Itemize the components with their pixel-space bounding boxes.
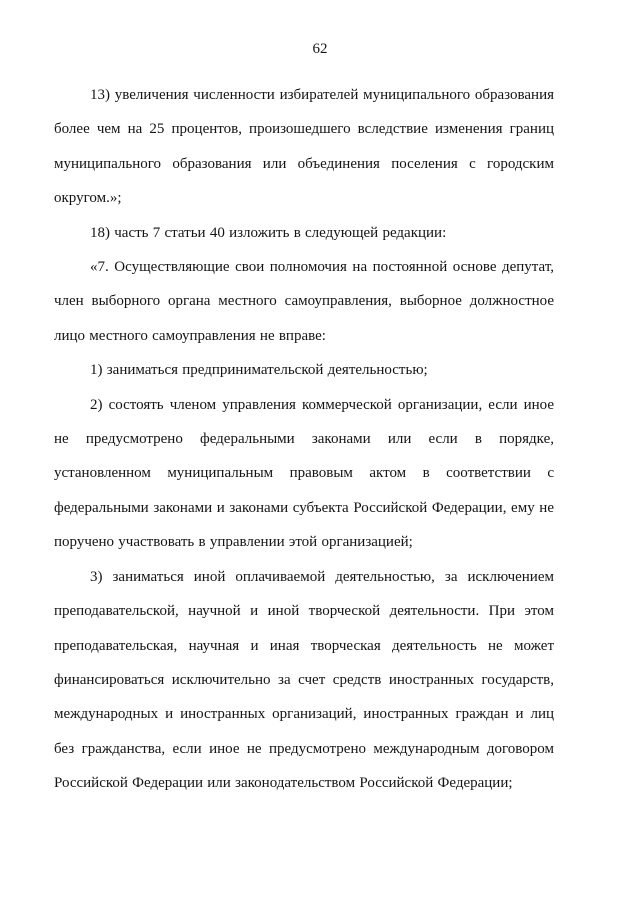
document-body <box>54 78 554 801</box>
paragraph-item-18: 18) часть 7 статьи 40 изложить в следующей редакции: <box>90 224 447 241</box>
paragraph-clause-2: 2) состоять членом управления коммерческой организации, если иное не предусмотрено федеральными законами или если в порядке, установленном муниципальным правовым актом в соответствии с федеральными законами и законами субъекта Российской Федерации, ему не поручено участвовать в управлении этой организацией; <box>54 396 554 551</box>
paragraph-part-7-intro: «7. Осуществляющие свои полномочия на постоянной основе депутат, член выборного органа местного самоуправления, выборное должностное лицо местного самоуправления не вправе: <box>54 259 554 344</box>
page-number: 62 <box>312 41 328 57</box>
paragraph-clause-3: 3) заниматься иной оплачиваемой деятельностью, за исключением преподавательской, научной и иной творческой деятельности. При этом преподавательская, научная и иная творческая деятельность не может финансироваться исключительно за счет средств иностранных государств, международных и иностранных организаций, иностранных граждан и лиц без гражданства, если иное не предусмотрено международным договором Российской Федерации или законодательством Российской Федерации; <box>54 568 554 792</box>
paragraph-clause-1: 1) заниматься предпринимательской деятельностью; <box>90 362 428 379</box>
paragraph-item-13: 13) увеличения численности избирателей муниципального образования более чем на 25 процентов, произошедшего вследствие изменения границ муниципального образования или объединения поселения с городским округом.»; <box>54 87 554 207</box>
